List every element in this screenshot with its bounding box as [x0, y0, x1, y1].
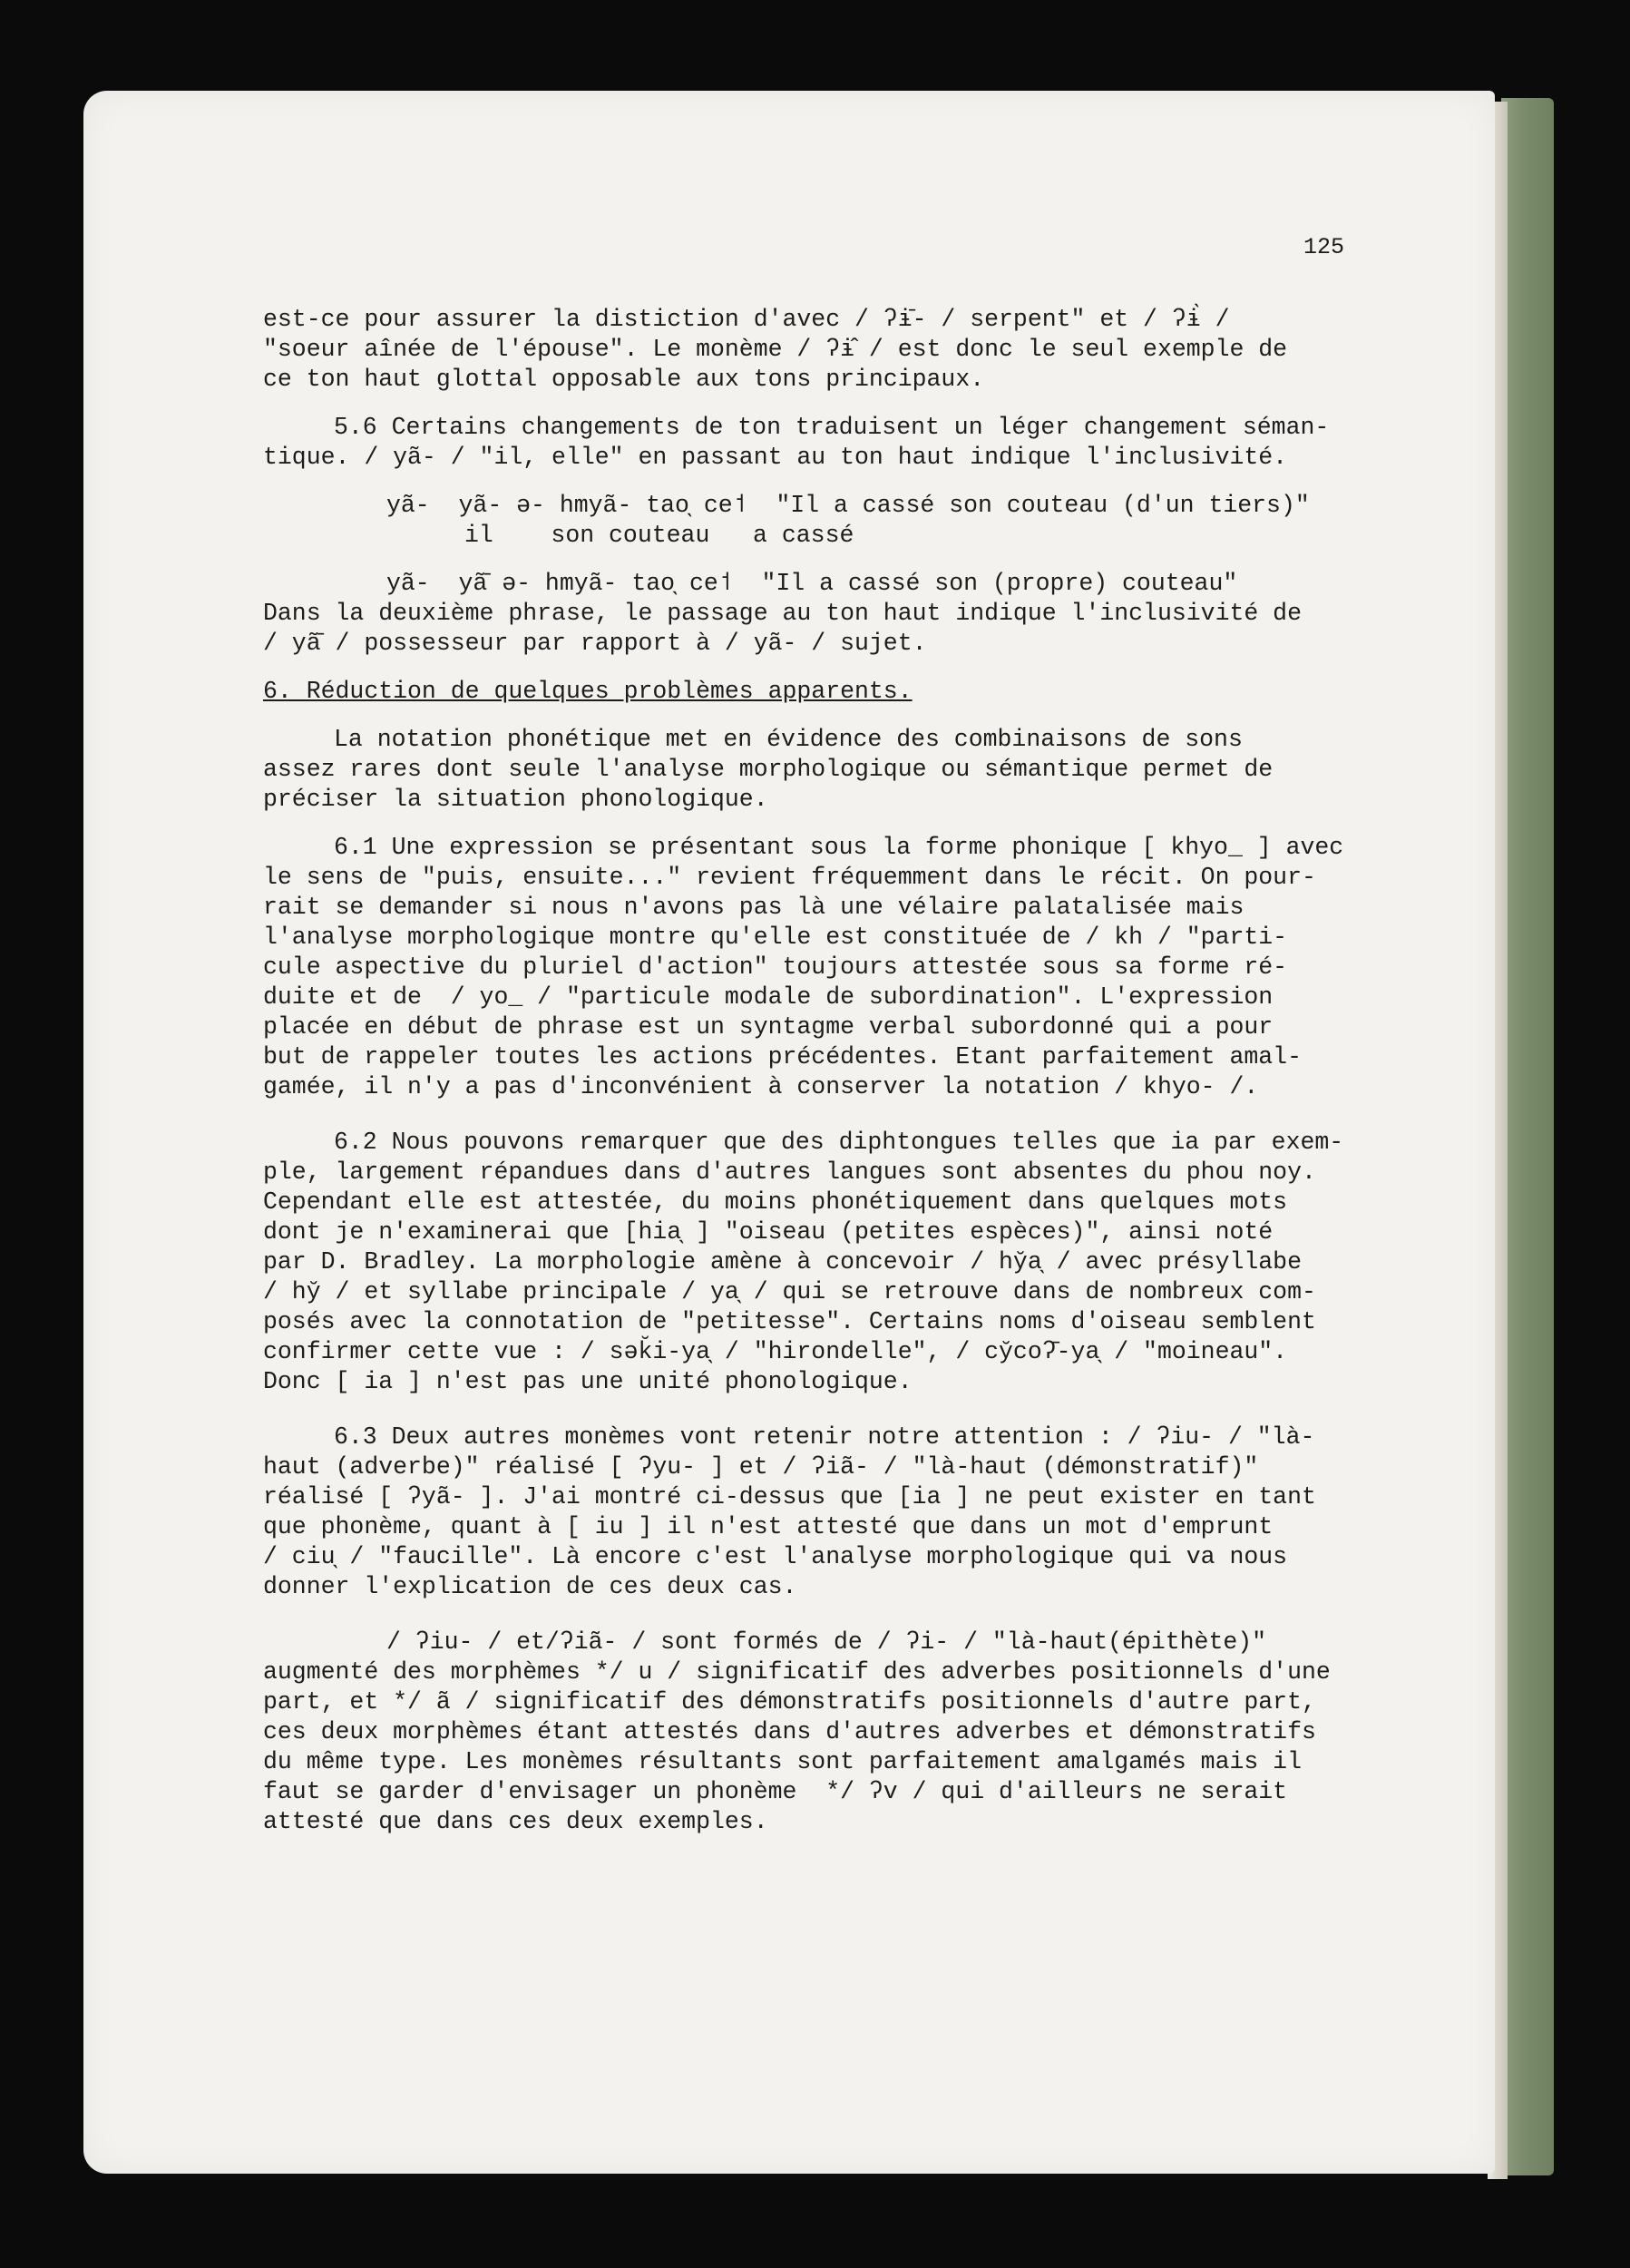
- text-line: tique. / yã- / "il, elle" en passant au ton haut indique l'inclusivité.: [263, 444, 1288, 471]
- paragraph-gap: [263, 395, 1469, 413]
- text-line: 5.6 Certains changements de ton traduisent un léger changement séman-: [334, 414, 1330, 441]
- text-line: placée en début de phrase est un syntagme verbal subordonné qui a pour: [263, 1013, 1274, 1041]
- text-line: La notation phonétique met en évidence des combinaisons de sons: [334, 726, 1243, 753]
- text-line: duite et de / yo_ / "particule modale de subordination". L'expression: [263, 983, 1274, 1011]
- text-line: / hy̆ / et syllabe principale / ya̖ / qui se retrouve dans de nombreux com-: [263, 1278, 1316, 1305]
- page-number: 125: [1303, 234, 1345, 260]
- text-line: 6.1 Une expression se présentant sous la forme phonique [ khyo_ ] avec: [334, 834, 1344, 861]
- text-line: par D. Bradley. La morphologie amène à concevoir / hy̆a̖ / avec présyllabe: [263, 1248, 1302, 1276]
- text-line: attesté que dans ces deux exemples.: [263, 1808, 768, 1835]
- text-line: assez rares dont seule l'analyse morphologique ou sémantique permet de: [263, 756, 1274, 783]
- text-line: 6.3 Deux autres monèmes vont retenir notre attention : / ʔiu- / "là-: [334, 1423, 1315, 1451]
- text-line: faut se garder d'envisager un phonème */ ʔv / qui d'ailleurs ne serait: [263, 1778, 1288, 1805]
- paragraph-gap: [263, 1397, 1469, 1422]
- text-line: dont je n'examinerai que [hia̖ ] "oiseau (petites espèces)", ainsi noté: [263, 1218, 1274, 1246]
- text-line: yã- yã̄ ə- hmyã- tao̖ ce˦ "Il a cassé son (propre) couteau": [386, 570, 1238, 597]
- text-line: / yã̄ / possesseur par rapport à / yã- / sujet.: [263, 630, 927, 657]
- book-spine: [1501, 98, 1554, 2175]
- text-line: l'analyse morphologique montre qu'elle est constituée de / kh / "parti-: [263, 924, 1288, 951]
- text-line: part, et */ ã / significatif des démonstratifs positionnels d'autre part,: [263, 1688, 1316, 1716]
- text-line: augmenté des morphèmes */ u / significatif des adverbes positionnels d'une: [263, 1658, 1331, 1686]
- text-line: réalisé [ ʔyã- ]. J'ai montré ci-dessus que [ia ] ne peut exister en tant: [263, 1483, 1316, 1510]
- paragraph-gap: [263, 707, 1469, 725]
- text-line: yã- yã- ə- hmyã- tao̖ ce˦ "Il a cassé son couteau (d'un tiers)": [386, 492, 1310, 519]
- text-line: il son couteau a cassé: [464, 522, 854, 549]
- text-line: but de rappeler toutes les actions précédentes. Etant parfaitement amal-: [263, 1043, 1302, 1070]
- paragraph-gap: [263, 1102, 1469, 1128]
- text-line: préciser la situation phonologique.: [263, 786, 768, 813]
- paragraph-gap: [263, 551, 1469, 569]
- text-line: gamée, il n'y a pas d'inconvénient à conserver la notation / khyo- /.: [263, 1073, 1259, 1100]
- text-line: Donc [ ia ] n'est pas une unité phonologique.: [263, 1368, 913, 1395]
- paragraph-gap: [263, 473, 1469, 491]
- page-body: [263, 305, 1469, 1837]
- text-line: le sens de "puis, ensuite..." revient fréquemment dans le récit. On pour-: [263, 864, 1316, 891]
- paragraph-gap: [263, 659, 1469, 677]
- paragraph-gap: [263, 1602, 1469, 1628]
- paragraph-gap: [263, 815, 1469, 833]
- text-line: ce ton haut glottal opposable aux tons principaux.: [263, 366, 985, 393]
- text-line: ple, largement répandues dans d'autres langues sont absentes du phou noy.: [263, 1158, 1316, 1186]
- text-line: rait se demander si nous n'avons pas là une vélaire palatalisée mais: [263, 894, 1244, 921]
- text-line: haut (adverbe)" réalisé [ ʔyu- ] et / ʔiã- / "là-haut (démonstratif)": [263, 1453, 1259, 1481]
- text-line: que phonème, quant à [ iu ] il n'est attesté que dans un mot d'emprunt: [263, 1513, 1274, 1540]
- text-line: "soeur aînée de l'épouse". Le monème / ʔɨ̂ / est donc le seul exemple de: [263, 336, 1288, 363]
- text-line: donner l'explication de ces deux cas.: [263, 1573, 797, 1600]
- text-line: est-ce pour assurer la distiction d'avec / ʔɨ̄- / serpent" et / ʔɨ̀ /: [263, 306, 1230, 333]
- text-line: Dans la deuxième phrase, le passage au ton haut indique l'inclusivité de: [263, 600, 1302, 627]
- text-line: ces deux morphèmes étant attestés dans d'autres adverbes et démonstratifs: [263, 1718, 1316, 1745]
- text-line: confirmer cette vue : / sək̆i-ya̖ / "hirondelle", / cy̆coʔ̄-ya̖ / "moineau".: [263, 1338, 1288, 1365]
- text-line: posés avec la connotation de "petitesse". Certains noms d'oiseau semblent: [263, 1308, 1316, 1335]
- text-line: cule aspective du pluriel d'action" toujours attestée sous sa forme ré-: [263, 953, 1288, 981]
- text-line: / ʔiu- / et/ʔiã- / sont formés de / ʔi- / "là-haut(épithète)": [386, 1628, 1267, 1656]
- text-line: Cependant elle est attestée, du moins phonétiquement dans quelques mots: [263, 1188, 1288, 1216]
- section-heading: 6. Réduction de quelques problèmes apparents.: [263, 678, 913, 705]
- text-line: / ciu̖ / "faucille". Là encore c'est l'analyse morphologique qui va nous: [263, 1543, 1288, 1570]
- text-line: 6.2 Nous pouvons remarquer que des diphtongues telles que ia par exem-: [334, 1129, 1344, 1156]
- text-line: du même type. Les monèmes résultants sont parfaitement amalgamés mais il: [263, 1748, 1302, 1775]
- book-page: [83, 91, 1495, 2174]
